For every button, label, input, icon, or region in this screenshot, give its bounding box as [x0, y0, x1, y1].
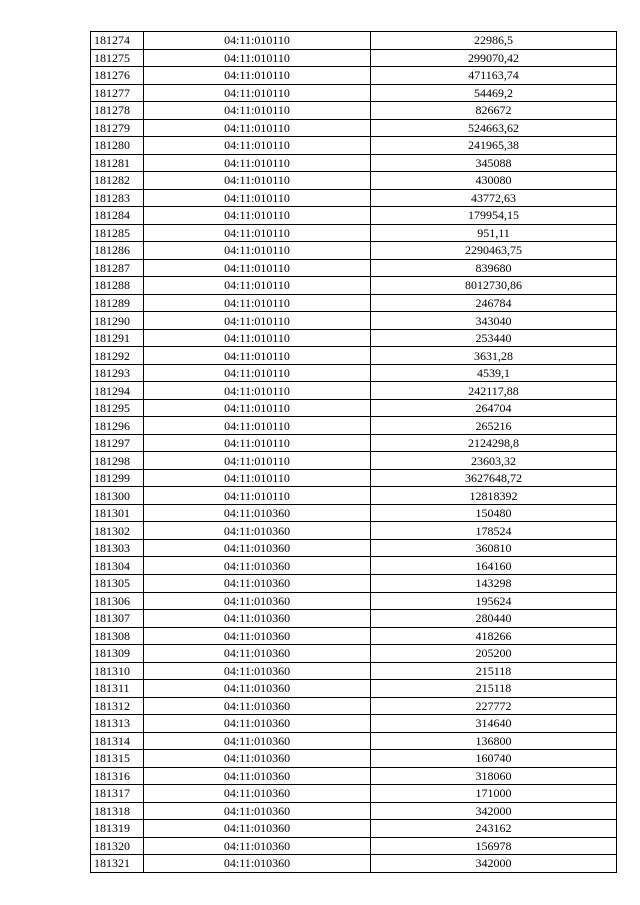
table-row — [91, 347, 617, 365]
row-number-cell: 181288 — [91, 277, 144, 295]
table-row — [91, 469, 617, 487]
table-row — [91, 399, 617, 417]
amount-cell: 178524 — [371, 522, 617, 540]
amount-cell: 215118 — [371, 680, 617, 698]
table-row — [91, 645, 617, 663]
table-row — [91, 137, 617, 155]
table-row — [91, 312, 617, 330]
cadastral-code-cell: 04:11:010360 — [144, 785, 371, 803]
cadastral-code-cell: 04:11:010360 — [144, 610, 371, 628]
amount-cell: 215118 — [371, 662, 617, 680]
amount-cell: 164160 — [371, 557, 617, 575]
row-number-cell: 181299 — [91, 469, 144, 487]
amount-cell: 227772 — [371, 697, 617, 715]
row-number-cell: 181290 — [91, 312, 144, 330]
row-number-cell: 181300 — [91, 487, 144, 505]
amount-cell: 826672 — [371, 102, 617, 120]
table-row — [91, 487, 617, 505]
table-row — [91, 189, 617, 207]
cadastral-code-cell: 04:11:010360 — [144, 645, 371, 663]
row-number-cell: 181309 — [91, 645, 144, 663]
amount-cell: 8012730,86 — [371, 277, 617, 295]
row-number-cell: 181319 — [91, 820, 144, 838]
cadastral-code-cell: 04:11:010110 — [144, 242, 371, 260]
cadastral-code-cell: 04:11:010110 — [144, 312, 371, 330]
cadastral-code-cell: 04:11:010360 — [144, 732, 371, 750]
table-row — [91, 119, 617, 137]
row-number-cell: 181304 — [91, 557, 144, 575]
table-row — [91, 382, 617, 400]
table-row — [91, 715, 617, 733]
row-number-cell: 181284 — [91, 207, 144, 225]
row-number-cell: 181282 — [91, 172, 144, 190]
table-row — [91, 172, 617, 190]
cadastral-code-cell: 04:11:010110 — [144, 67, 371, 85]
table-row — [91, 802, 617, 820]
cadastral-code-cell: 04:11:010360 — [144, 715, 371, 733]
amount-cell: 246784 — [371, 294, 617, 312]
amount-cell: 143298 — [371, 574, 617, 592]
cadastral-code-cell: 04:11:010110 — [144, 119, 371, 137]
amount-cell: 342000 — [371, 802, 617, 820]
row-number-cell: 181285 — [91, 224, 144, 242]
row-number-cell: 181313 — [91, 715, 144, 733]
row-number-cell: 181301 — [91, 504, 144, 522]
row-number-cell: 181317 — [91, 785, 144, 803]
row-number-cell: 181312 — [91, 697, 144, 715]
cadastral-code-cell: 04:11:010110 — [144, 329, 371, 347]
cadastral-code-cell: 04:11:010110 — [144, 277, 371, 295]
amount-cell: 342000 — [371, 855, 617, 873]
table-row — [91, 610, 617, 628]
cadastral-code-cell: 04:11:010360 — [144, 627, 371, 645]
table-row — [91, 627, 617, 645]
table-row — [91, 837, 617, 855]
amount-cell: 299070,42 — [371, 49, 617, 67]
row-number-cell: 181275 — [91, 49, 144, 67]
table-row — [91, 329, 617, 347]
cadastral-code-cell: 04:11:010360 — [144, 837, 371, 855]
row-number-cell: 181283 — [91, 189, 144, 207]
cadastral-code-cell: 04:11:010110 — [144, 382, 371, 400]
row-number-cell: 181292 — [91, 347, 144, 365]
cadastral-code-cell: 04:11:010110 — [144, 32, 371, 50]
amount-cell: 345088 — [371, 154, 617, 172]
cadastral-code-cell: 04:11:010360 — [144, 504, 371, 522]
amount-cell: 524663,62 — [371, 119, 617, 137]
amount-cell: 314640 — [371, 715, 617, 733]
row-number-cell: 181321 — [91, 855, 144, 873]
table-row — [91, 417, 617, 435]
table-row — [91, 84, 617, 102]
row-number-cell: 181316 — [91, 767, 144, 785]
cadastral-code-cell: 04:11:010360 — [144, 557, 371, 575]
cadastral-code-cell: 04:11:010360 — [144, 855, 371, 873]
cadastral-code-cell: 04:11:010110 — [144, 172, 371, 190]
cadastral-code-cell: 04:11:010110 — [144, 469, 371, 487]
row-number-cell: 181274 — [91, 32, 144, 50]
row-number-cell: 181318 — [91, 802, 144, 820]
amount-cell: 241965,38 — [371, 137, 617, 155]
cadastral-code-cell: 04:11:010360 — [144, 539, 371, 557]
registry-table — [90, 31, 617, 873]
table-row — [91, 767, 617, 785]
row-number-cell: 181279 — [91, 119, 144, 137]
row-number-cell: 181302 — [91, 522, 144, 540]
cadastral-code-cell: 04:11:010110 — [144, 207, 371, 225]
row-number-cell: 181291 — [91, 329, 144, 347]
cadastral-code-cell: 04:11:010110 — [144, 347, 371, 365]
amount-cell: 4539,1 — [371, 364, 617, 382]
row-number-cell: 181276 — [91, 67, 144, 85]
cadastral-code-cell: 04:11:010360 — [144, 680, 371, 698]
row-number-cell: 181310 — [91, 662, 144, 680]
row-number-cell: 181289 — [91, 294, 144, 312]
table-row — [91, 154, 617, 172]
cadastral-code-cell: 04:11:010110 — [144, 84, 371, 102]
table-row — [91, 592, 617, 610]
table-row — [91, 750, 617, 768]
row-number-cell: 181281 — [91, 154, 144, 172]
cadastral-code-cell: 04:11:010360 — [144, 767, 371, 785]
table-row — [91, 539, 617, 557]
row-number-cell: 181294 — [91, 382, 144, 400]
amount-cell: 43772,63 — [371, 189, 617, 207]
table-row — [91, 434, 617, 452]
cadastral-code-cell: 04:11:010360 — [144, 820, 371, 838]
table-row — [91, 697, 617, 715]
amount-cell: 951,11 — [371, 224, 617, 242]
amount-cell: 150480 — [371, 504, 617, 522]
row-number-cell: 181298 — [91, 452, 144, 470]
amount-cell: 253440 — [371, 329, 617, 347]
amount-cell: 839680 — [371, 259, 617, 277]
amount-cell: 12818392 — [371, 487, 617, 505]
row-number-cell: 181311 — [91, 680, 144, 698]
table-row — [91, 680, 617, 698]
row-number-cell: 181320 — [91, 837, 144, 855]
cadastral-code-cell: 04:11:010110 — [144, 294, 371, 312]
amount-cell: 205200 — [371, 645, 617, 663]
table-row — [91, 102, 617, 120]
cadastral-code-cell: 04:11:010360 — [144, 522, 371, 540]
amount-cell: 23603,32 — [371, 452, 617, 470]
table-row — [91, 452, 617, 470]
table-row — [91, 67, 617, 85]
row-number-cell: 181280 — [91, 137, 144, 155]
amount-cell: 3627648,72 — [371, 469, 617, 487]
amount-cell: 242117,88 — [371, 382, 617, 400]
cadastral-code-cell: 04:11:010110 — [144, 137, 371, 155]
table-row — [91, 32, 617, 50]
row-number-cell: 181277 — [91, 84, 144, 102]
row-number-cell: 181303 — [91, 539, 144, 557]
row-number-cell: 181297 — [91, 434, 144, 452]
cadastral-code-cell: 04:11:010110 — [144, 259, 371, 277]
amount-cell: 160740 — [371, 750, 617, 768]
cadastral-code-cell: 04:11:010110 — [144, 399, 371, 417]
cadastral-code-cell: 04:11:010360 — [144, 750, 371, 768]
amount-cell: 136800 — [371, 732, 617, 750]
table-row — [91, 522, 617, 540]
cadastral-code-cell: 04:11:010360 — [144, 662, 371, 680]
cadastral-code-cell: 04:11:010110 — [144, 154, 371, 172]
amount-cell: 264704 — [371, 399, 617, 417]
amount-cell: 418266 — [371, 627, 617, 645]
amount-cell: 430080 — [371, 172, 617, 190]
table-row — [91, 662, 617, 680]
cadastral-code-cell: 04:11:010110 — [144, 189, 371, 207]
table-row — [91, 785, 617, 803]
amount-cell: 54469,2 — [371, 84, 617, 102]
amount-cell: 343040 — [371, 312, 617, 330]
amount-cell: 243162 — [371, 820, 617, 838]
row-number-cell: 181287 — [91, 259, 144, 277]
table-row — [91, 820, 617, 838]
row-number-cell: 181295 — [91, 399, 144, 417]
cadastral-code-cell: 04:11:010110 — [144, 434, 371, 452]
row-number-cell: 181305 — [91, 574, 144, 592]
table-row — [91, 557, 617, 575]
table-row — [91, 364, 617, 382]
amount-cell: 265216 — [371, 417, 617, 435]
table-row — [91, 504, 617, 522]
cadastral-code-cell: 04:11:010110 — [144, 102, 371, 120]
registry-table-body — [91, 32, 617, 873]
cadastral-code-cell: 04:11:010110 — [144, 487, 371, 505]
table-row — [91, 259, 617, 277]
row-number-cell: 181306 — [91, 592, 144, 610]
table-row — [91, 49, 617, 67]
table-row — [91, 277, 617, 295]
amount-cell: 2290463,75 — [371, 242, 617, 260]
cadastral-code-cell: 04:11:010110 — [144, 224, 371, 242]
amount-cell: 179954,15 — [371, 207, 617, 225]
row-number-cell: 181308 — [91, 627, 144, 645]
cadastral-code-cell: 04:11:010110 — [144, 417, 371, 435]
cadastral-code-cell: 04:11:010360 — [144, 697, 371, 715]
row-number-cell: 181296 — [91, 417, 144, 435]
cadastral-code-cell: 04:11:010110 — [144, 364, 371, 382]
table-row — [91, 224, 617, 242]
cadastral-code-cell: 04:11:010360 — [144, 802, 371, 820]
table-row — [91, 732, 617, 750]
table-row — [91, 574, 617, 592]
cadastral-code-cell: 04:11:010360 — [144, 592, 371, 610]
amount-cell: 156978 — [371, 837, 617, 855]
row-number-cell: 181314 — [91, 732, 144, 750]
row-number-cell: 181293 — [91, 364, 144, 382]
row-number-cell: 181315 — [91, 750, 144, 768]
amount-cell: 2124298,8 — [371, 434, 617, 452]
amount-cell: 3631,28 — [371, 347, 617, 365]
table-row — [91, 207, 617, 225]
cadastral-code-cell: 04:11:010360 — [144, 574, 371, 592]
amount-cell: 471163,74 — [371, 67, 617, 85]
table-row — [91, 294, 617, 312]
amount-cell: 171000 — [371, 785, 617, 803]
cadastral-code-cell: 04:11:010110 — [144, 49, 371, 67]
row-number-cell: 181278 — [91, 102, 144, 120]
table-row — [91, 242, 617, 260]
amount-cell: 280440 — [371, 610, 617, 628]
amount-cell: 318060 — [371, 767, 617, 785]
cadastral-code-cell: 04:11:010110 — [144, 452, 371, 470]
row-number-cell: 181307 — [91, 610, 144, 628]
row-number-cell: 181286 — [91, 242, 144, 260]
amount-cell: 22986,5 — [371, 32, 617, 50]
amount-cell: 195624 — [371, 592, 617, 610]
table-row — [91, 855, 617, 873]
amount-cell: 360810 — [371, 539, 617, 557]
